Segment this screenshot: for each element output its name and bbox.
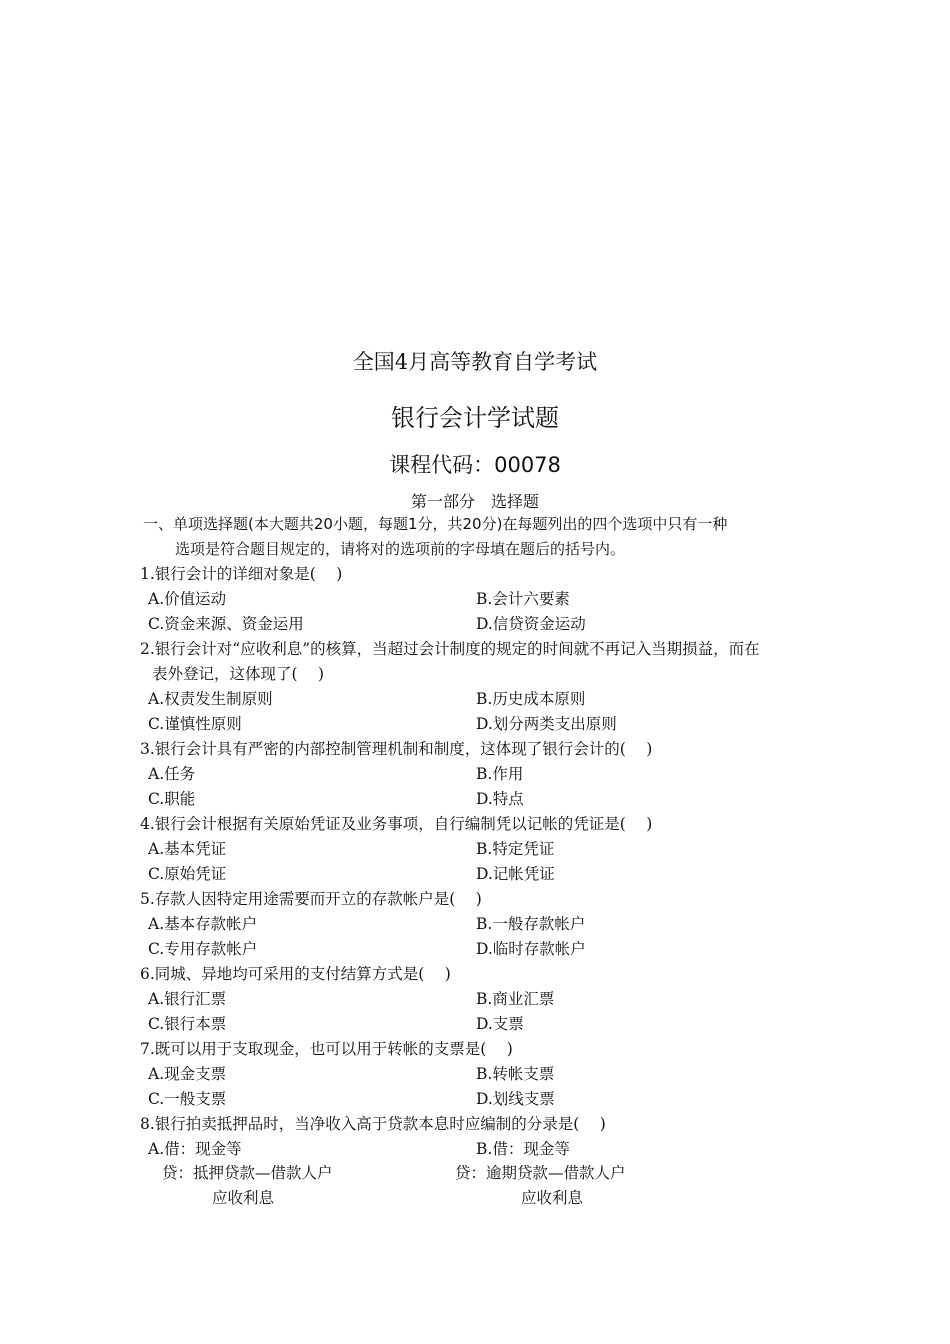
option-c: C.银行本票 xyxy=(148,1015,227,1033)
option-b: B.历史成本原则 xyxy=(476,690,586,708)
option-b: B.借：现金等 xyxy=(476,1140,570,1158)
option-b: B.作用 xyxy=(476,765,524,783)
question-stem: 3.银行会计具有严密的内部控制管理机制和制度，这体现了银行会计的( ) xyxy=(140,740,653,758)
question-stem: 1.银行会计的详细对象是( ) xyxy=(140,565,343,583)
option-d: D.记帐凭证 xyxy=(476,865,555,883)
option-d: D.特点 xyxy=(476,790,524,808)
option-c: C.一般支票 xyxy=(148,1090,227,1108)
option-a: A.借：现金等 xyxy=(148,1140,242,1158)
option-b: B.特定凭证 xyxy=(476,840,555,858)
option-a: A.任务 xyxy=(148,765,196,783)
question-stem: 8.银行拍卖抵押品时，当净收入高于贷款本息时应编制的分录是( ) xyxy=(140,1115,606,1133)
option-d: D.支票 xyxy=(476,1015,524,1033)
entry-credit-line: 贷：逾期贷款—借款人户 xyxy=(455,1164,626,1182)
part-title: 第一部分 选择题 xyxy=(410,492,539,511)
question-stem: 4.银行会计根据有关原始凭证及业务事项，自行编制凭以记帐的凭证是( ) xyxy=(140,815,653,833)
option-c: C.谨慎性原则 xyxy=(148,715,242,733)
entry-credit-line: 贷：抵押贷款—借款人户 xyxy=(162,1164,333,1182)
option-d: D.划线支票 xyxy=(476,1090,555,1108)
section-instructions xyxy=(143,512,823,562)
option-a: A.基本存款帐户 xyxy=(148,915,258,933)
entry-sub-line: 应收利息 xyxy=(521,1189,584,1207)
question-stem: 6.同城、异地均可采用的支付结算方式是( ) xyxy=(140,965,451,983)
option-a: A.银行汇票 xyxy=(148,990,227,1008)
subject-title: 银行会计学试题 xyxy=(391,404,559,432)
option-c: C.专用存款帐户 xyxy=(148,940,258,958)
option-a: A.现金支票 xyxy=(148,1065,227,1083)
question-stem-line-1: 2.银行会计对“应收利息”的核算，当超过会计制度的规定的时间就不再记入当期损益，而在 xyxy=(140,640,760,658)
option-c: C.职能 xyxy=(148,790,196,808)
option-a: A.基本凭证 xyxy=(148,840,227,858)
option-a: A.价值运动 xyxy=(148,590,227,608)
course-code: 课程代码：00078 xyxy=(389,453,561,477)
option-c: C.原始凭证 xyxy=(148,865,227,883)
option-d: D.临时存款帐户 xyxy=(476,940,586,958)
option-a: A.权责发生制原则 xyxy=(148,690,273,708)
option-d: D.划分两类支出原则 xyxy=(476,715,617,733)
option-b: B.一般存款帐户 xyxy=(476,915,586,933)
exam-title: 全国4月高等教育自学考试 xyxy=(352,350,598,374)
question-stem: 5.存款人因特定用途需要而开立的存款帐户是( ) xyxy=(140,890,482,908)
option-b: B.转帐支票 xyxy=(476,1065,555,1083)
option-b: B.会计六要素 xyxy=(476,590,570,608)
section-line-1: 一、单项选择题(本大题共20小题，每题1分，共20分)在每题列出的四个选项中只有一种 xyxy=(143,515,728,533)
option-d: D.信贷资金运动 xyxy=(476,615,586,633)
option-b: B.商业汇票 xyxy=(476,990,555,1008)
question-stem-line-2: 表外登记，这体现了( ) xyxy=(152,665,325,683)
section-line-2: 选项是符合题目规定的，请将对的选项前的字母填在题后的括号内。 xyxy=(175,540,626,558)
question-stem xyxy=(140,637,820,687)
question-stem: 7.既可以用于支取现金，也可以用于转帐的支票是( ) xyxy=(140,1040,513,1058)
entry-sub-line: 应收利息 xyxy=(212,1189,275,1207)
option-c: C.资金来源、资金运用 xyxy=(148,615,304,633)
